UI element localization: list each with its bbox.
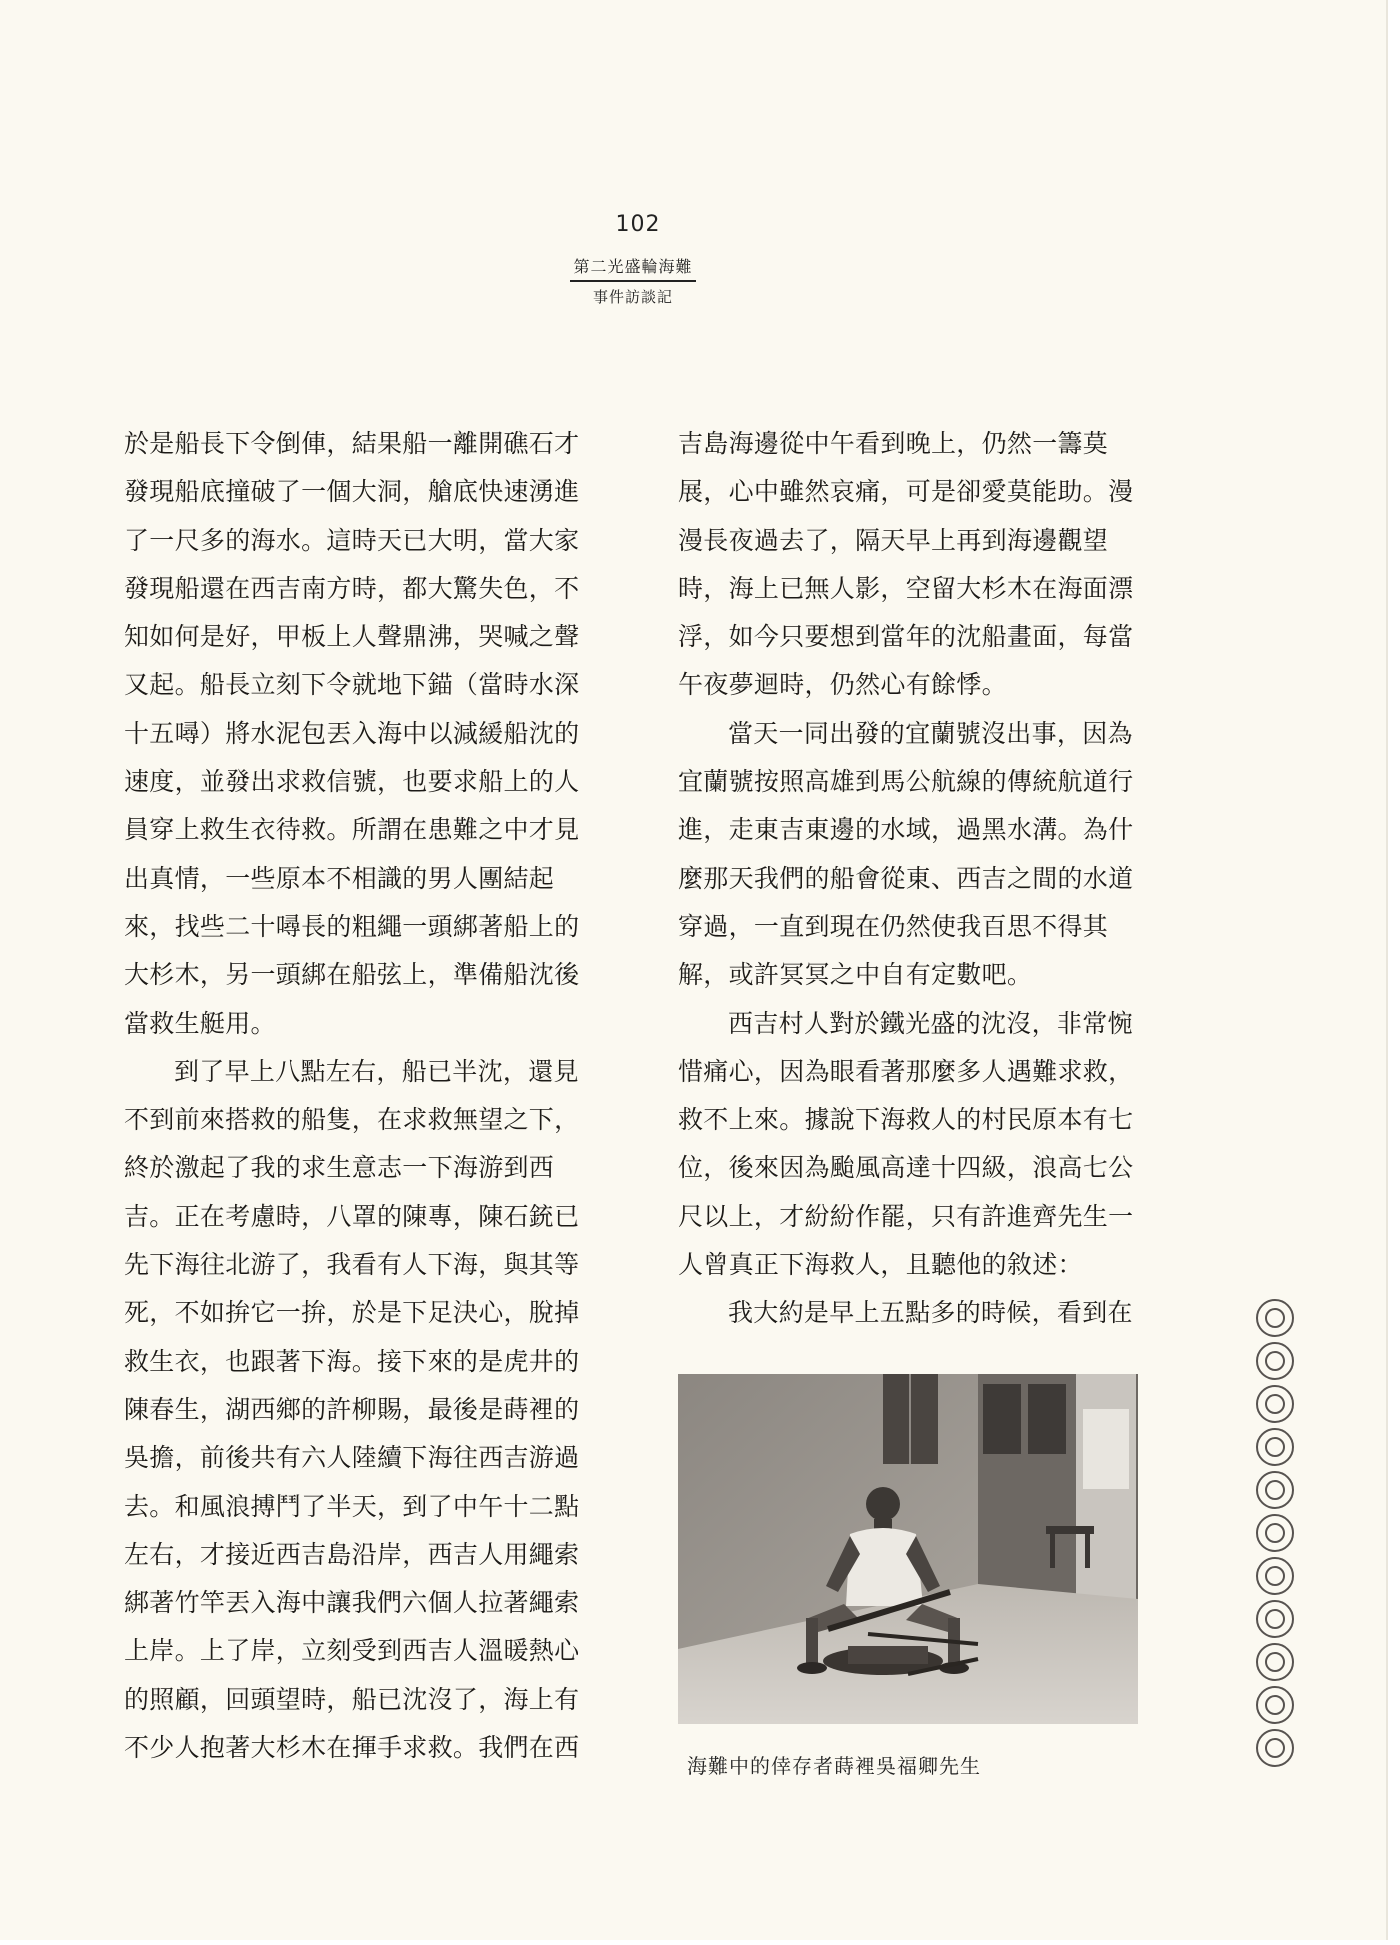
- paragraph: 吉島海邊從中午看到晚上，仍然一籌莫展，心中雖然哀痛，可是卻愛莫能助。漫漫長夜過去了，隔天早上再到海邊觀望時，海上已無人影，空留大杉木在海面漂浮，如今只要想到當年的沈船畫面，每當午夜夢迴時，仍然心有餘悸。: [678, 429, 1134, 700]
- photo-caption: 海難中的倖存者蒔裡吳福卿先生: [687, 1754, 981, 1778]
- page-number: 102: [615, 212, 661, 237]
- survivor-photo: [678, 1374, 1138, 1724]
- paragraph: 我大約是早上五點多的時候，看到在: [728, 1298, 1133, 1328]
- running-head-subtitle: 事件訪談記: [592, 288, 673, 306]
- right-text-column: [678, 420, 1148, 1338]
- decorative-border-icon: [1253, 1298, 1297, 1782]
- left-text-column: [124, 420, 594, 1772]
- paragraph: 於是船長下令倒俥，結果船一離開礁石才發現船底撞破了一個大洞，艙底快速湧進了一尺多的海水。這時天已大明，當大家發現船還在西吉南方時，都大驚失色，不知如何是好，甲板上人聲鼎沸，哭喊之聲又起。船長立刻下令就地下錨（當時水深十五噚）將水泥包丟入海中以減緩船沈的速度，並發出求救信號，也要求船上的人員穿上救生衣待救。所謂在患難之中才見出真情，一些原本不相識的男人團結起來，找些二十噚長的粗繩一頭綁著船上的大杉木，另一頭綁在船弦上，準備船沈後當救生艇用。: [124, 429, 580, 1038]
- paragraph: 西吉村人對於鐵光盛的沈沒，非常惋惜痛心，因為眼看著那麼多人遇難求救，救不上來。據說下海救人的村民原本有七位，後來因為颱風高達十四級，浪高七公尺以上，才紛紛作罷，只有許進齊先生一人曾真正下海救人，且聽他的敘述：: [678, 1008, 1134, 1280]
- running-head: [570, 254, 696, 307]
- running-head-title: 第二光盛輪海難: [570, 254, 696, 282]
- paragraph: 到了早上八點左右，船已半沈，還見不到前來搭救的船隻，在求救無望之下，終於激起了我的求生意志一下海游到西吉。正在考慮時，八罩的陳專，陳石銃已先下海往北游了，我看有人下海，與其等死，不如拚它一拚，於是下足決心，脫掉救生衣，也跟著下海。接下來的是虎井的陳春生，湖西鄉的許柳賜，最後是蒔裡的吳擔，前後共有六人陸續下海往西吉游過去。和風浪搏鬥了半天，到了中午十二點左右，才接近西吉島沿岸，西吉人用繩索綁著竹竿丟入海中讓我們六個人拉著繩索上岸。上了岸，立刻受到西吉人溫暖熱心的照顧，回頭望時，船已沈沒了，海上有不少人抱著大杉木在揮手求救。我們在西: [124, 1056, 580, 1763]
- paragraph: 當天一同出發的宜蘭號沒出事，因為宜蘭號按照高雄到馬公航線的傳統航道行進，走東吉東邊的水域，過黑水溝。為什麼那天我們的船會從東、西吉之間的水道穿過，一直到現在仍然使我百思不得其解，或許冥冥之中自有定數吧。: [678, 718, 1134, 990]
